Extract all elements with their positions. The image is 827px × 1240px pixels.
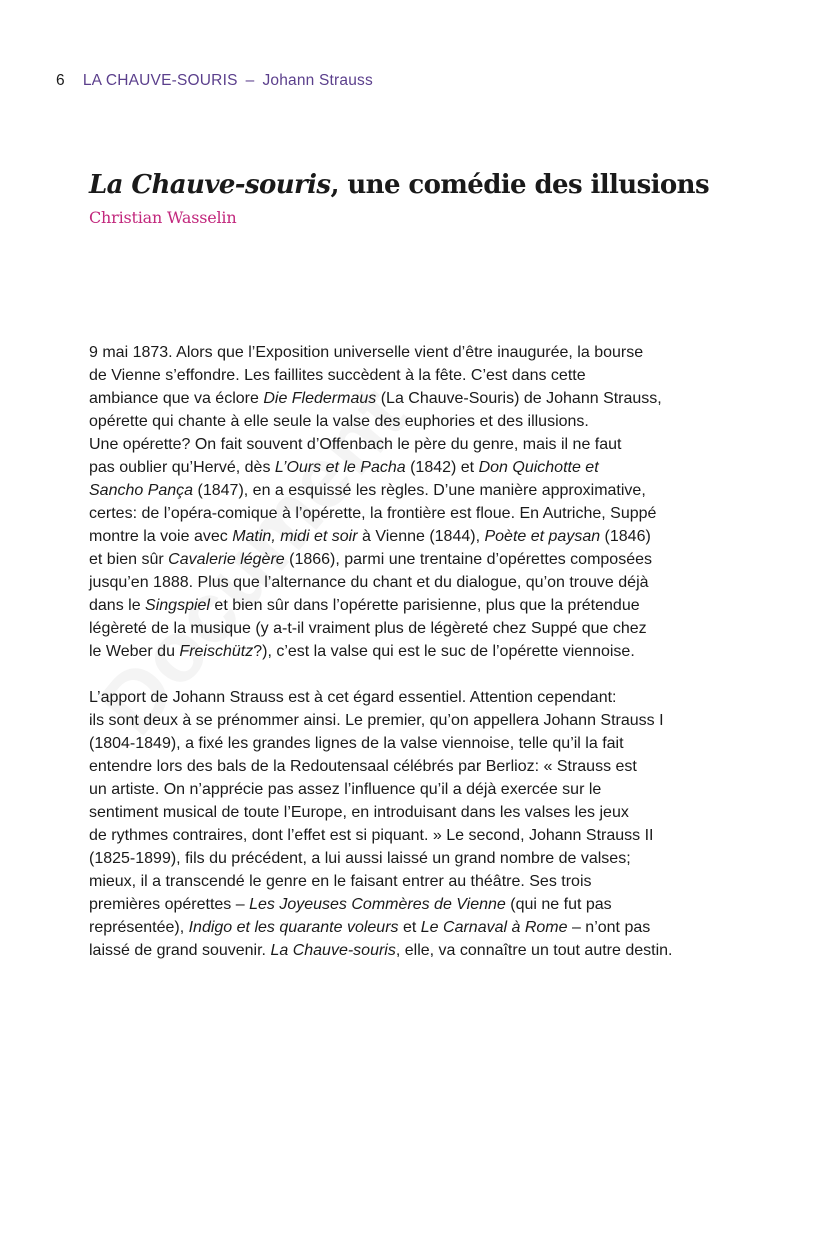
- text-run: laissé de grand souvenir.: [89, 942, 271, 959]
- text-run: de rythmes contraires, dont l’effet est si piquant. » Le second, Johann Strauss II: [89, 827, 654, 844]
- text-run: montre la voie avec: [89, 528, 233, 545]
- text-run: L’apport de Johann Strauss est à cet égard essentiel. Attention cependant:: [89, 689, 617, 706]
- text-line: [89, 433, 741, 456]
- text-run: à Vienne (1844),: [357, 528, 485, 545]
- text-line: [89, 479, 741, 502]
- text-line: [89, 456, 741, 479]
- text-run: ambiance que va éclore: [89, 390, 264, 407]
- text-run: et: [398, 919, 421, 936]
- running-header-separator: –: [245, 72, 255, 89]
- text-run: représentée),: [89, 919, 189, 936]
- text-run: ils sont deux à se prénommer ainsi. Le premier, qu’on appellera Johann Strauss I: [89, 712, 664, 729]
- running-header-composer: Johann Strauss: [262, 72, 373, 89]
- text-run: (1846): [600, 528, 651, 545]
- text-run: et bien sûr: [89, 551, 169, 568]
- text-line: [89, 548, 741, 571]
- text-line: [89, 755, 741, 778]
- text-line: [89, 364, 741, 387]
- italic-title-text: Les Joyeuses Commères de Vienne: [249, 896, 506, 913]
- text-run: (1825-1899), fils du précédent, a lui aussi laissé un grand nombre de valses;: [89, 850, 631, 867]
- text-run: certes: de l’opéra-comique à l’opérette, la frontière est floue. En Autriche, Suppé: [89, 505, 657, 522]
- italic-title-text: Cavalerie légère: [168, 551, 285, 568]
- text-run: sentiment musical de toute l’Europe, en introduisant dans les valses les jeux: [89, 804, 629, 821]
- article-author: Christian Wasselin: [89, 208, 237, 227]
- italic-title-text: Sancho Pança: [89, 482, 194, 499]
- text-line: [89, 571, 741, 594]
- text-line: [89, 686, 741, 709]
- article-body: [89, 341, 741, 962]
- text-line: [89, 732, 741, 755]
- text-line: [89, 847, 741, 870]
- article-title-italic: La Chauve-souris: [89, 170, 331, 200]
- text-run: (La Chauve-Souris) de Johann Strauss,: [376, 390, 662, 407]
- text-line: [89, 778, 741, 801]
- running-header-work-title: LA CHAUVE-SOURIS: [82, 72, 238, 89]
- text-line: [89, 893, 741, 916]
- text-run: Une opérette? On fait souvent d’Offenbach le père du genre, mais il ne faut: [89, 436, 622, 453]
- text-run: et bien sûr dans l’opérette parisienne, plus que la prétendue: [209, 597, 640, 614]
- text-line: [89, 341, 741, 364]
- text-run: premières opérettes –: [89, 896, 250, 913]
- text-line: [89, 502, 741, 525]
- text-line: [89, 617, 741, 640]
- text-run: – n’ont pas: [567, 919, 651, 936]
- text-run: entendre lors des bals de la Redoutensaal célébrés par Berlioz: « Strauss est: [89, 758, 637, 775]
- text-run: (1842) et: [405, 459, 479, 476]
- italic-title-text: Matin, midi et soir: [232, 528, 358, 545]
- article-title-rest: , une comédie des illusions: [330, 170, 709, 200]
- italic-title-text: Le Carnaval à Rome: [420, 919, 568, 936]
- text-run: pas oublier qu’Hervé, dès: [89, 459, 275, 476]
- text-run: dans le: [89, 597, 146, 614]
- italic-title-text: Singspiel: [145, 597, 210, 614]
- text-line: [89, 594, 741, 617]
- text-run: ?), c’est la valse qui est le suc de l’opérette viennoise.: [253, 643, 635, 660]
- text-run: , elle, va connaître un tout autre destin.: [395, 942, 673, 959]
- article-title: [89, 170, 749, 200]
- text-run: jusqu’en 1888. Plus que l’alternance du chant et du dialogue, qu’on trouve déjà: [89, 574, 649, 591]
- article-title-block: [89, 170, 749, 227]
- text-line: [89, 870, 741, 893]
- italic-title-text: La Chauve-souris: [270, 942, 396, 959]
- italic-title-text: Die Fledermaus: [263, 390, 377, 407]
- text-run: légèreté de la musique (y a-t-il vraiment plus de légèreté chez Suppé que chez: [89, 620, 647, 637]
- italic-title-text: Indigo et les quarante voleurs: [188, 919, 399, 936]
- text-line: [89, 640, 741, 663]
- italic-title-text: L’Ours et le Pacha: [274, 459, 406, 476]
- text-run: de Vienne s’effondre. Les faillites succèdent à la fête. C’est dans cette: [89, 367, 586, 384]
- text-line: [89, 824, 741, 847]
- italic-title-text: Freischütz: [179, 643, 254, 660]
- text-line: [89, 387, 741, 410]
- text-run: 9 mai 1873. Alors que l’Exposition universelle vient d’être inaugurée, la bourse: [89, 344, 644, 361]
- body-paragraph-2: [89, 686, 741, 962]
- text-run: (1847), en a esquissé les règles. D’une manière approximative,: [193, 482, 646, 499]
- text-run: mieux, il a transcendé le genre en le faisant entrer au théâtre. Ses trois: [89, 873, 592, 890]
- text-run: opérette qui chante à elle seule la valse des euphories et des illusions.: [89, 413, 589, 430]
- text-line: [89, 525, 741, 548]
- text-line: [89, 939, 741, 962]
- page-number: 6: [56, 72, 65, 89]
- text-run: le Weber du: [89, 643, 180, 660]
- text-line: [89, 410, 741, 433]
- text-run: (qui ne fut pas: [505, 896, 612, 913]
- running-header: [56, 72, 373, 90]
- text-run: un artiste. On n’apprécie pas assez l’influence qu’il a déjà exercée sur le: [89, 781, 602, 798]
- text-line: [89, 709, 741, 732]
- text-run: (1866), parmi une trentaine d’opérettes composées: [284, 551, 652, 568]
- text-line: [89, 916, 741, 939]
- italic-title-text: Don Quichotte et: [478, 459, 599, 476]
- body-paragraph-1: [89, 341, 741, 663]
- text-line: [89, 801, 741, 824]
- text-run: (1804-1849), a fixé les grandes lignes de la valse viennoise, telle qu’il la fait: [89, 735, 624, 752]
- italic-title-text: Poète et paysan: [484, 528, 601, 545]
